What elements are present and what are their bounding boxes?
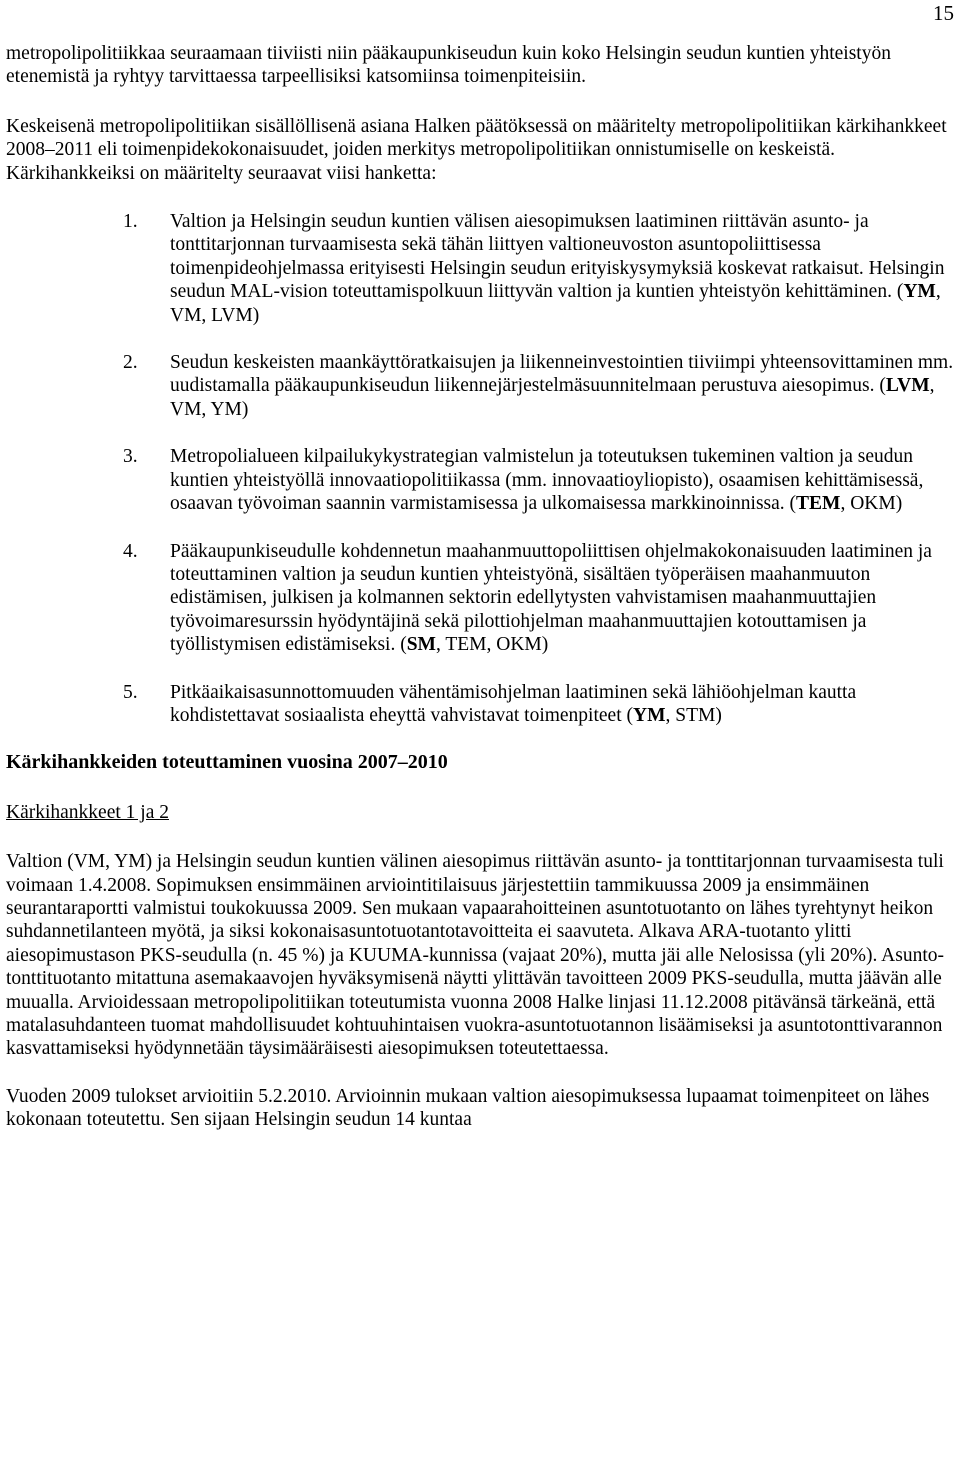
list-item-number: 1. [123, 211, 138, 233]
project-list [6, 210, 954, 727]
list-item-text: Seudun keskeisten maankäyttöratkaisujen ja liikenneinvestointien tiiviimpi yhteensovittaminen mm. uudistamalla pääkaupunkiseudun liikennejärjestelmäsuunnitelmaan perustuva aiesopimus. (LVM, VM, YM) [170, 352, 954, 420]
body-paragraph: Vuoden 2009 tulokset arvioitiin 5.2.2010. Arvioinnin mukaan valtion aiesopimuksessa lupaamat toimenpiteet on lähes kokonaan toteutettu. Sen sijaan Helsingin seudun 14 kuntaa [6, 1085, 930, 1131]
intro-paragraph: metropolipolitiikkaa seuraamaan tiiviisti niin pääkaupunkiseudun kuin koko Helsingin seudun kuntien yhteistyön etenemistä ja ryhtyy tarvittaessa tarpeellisiksi katsomiinsa toimenpiteisiin. [6, 43, 891, 88]
list-item [6, 540, 954, 657]
list-item [6, 681, 954, 728]
list-item-text: Pääkaupunkiseudulle kohdennetun maahanmuuttopoliittisen ohjelmakokonaisuuden laatiminen ja toteuttaminen valtion ja seudun kuntien yhteistyönä, sisältäen työperäisen maahanmuuton edistämisen, julkisen ja kolmannen sektorin edellytysten vahvistamisen maahanmuuttajien työvoimaresurssin hyödyntäjinä sekä pilottiohjelman maahanmuuttajien kotouttamisen ja työllistymisen edistämiseksi. (SM, TEM, OKM) [170, 540, 932, 656]
section-subheading: Kärkihankkeet 1 ja 2 [6, 801, 169, 823]
list-item [6, 351, 954, 421]
list-item [6, 210, 954, 327]
page-number: 15 [933, 1, 954, 25]
list-item-text: Pitkäaikaisasunnottomuuden vähentämisohjelman laatiminen sekä lähiöohjelman kautta kohdistettavat sosiaalista eheyttä vahvistavat toimenpiteet (YM, STM) [170, 681, 857, 726]
list-item-text: Valtion ja Helsingin seudun kuntien välisen aiesopimuksen laatiminen riittävän asunto- ja tonttitarjonnan turvaamisesta sekä tähän liittyen valtioneuvoston asuntopoliittisessa toimenpideohjelmassa erityisesti Helsingin seudun erityiskysymyksiä koskevat ratkaisut. Helsingin seudun MAL-vision toteuttamispolkuun liittyvän valtion ja kuntien yhteistyön kehittäminen. (YM, VM, LVM) [170, 211, 945, 326]
list-item-number: 3. [123, 446, 138, 468]
list-item-number: 2. [123, 352, 138, 374]
section-heading: Kärkihankkeiden toteuttaminen vuosina 2007–2010 [6, 751, 448, 774]
body-paragraph: Valtion (VM, YM) ja Helsingin seudun kuntien välinen aiesopimus riittävän asunto- ja tonttitarjonnan turvaamisesta tuli voimaan 1.4.2008. Sopimuksen ensimmäinen arviointitilaisuus järjestettiin tammikuussa 2009 ja ensimmäinen seurantaraportti valmistui toukokuussa 2009. Sen mukaan vapaarahoitteinen asuntotuotanto on lähes tyrehtynyt heikon suhdannetilanteen myötä, ja siksi kokonaisasuntotuotantotavoitteita ei saavuteta. Alkava ARA-tuotanto ylitti aiesopimustason PKS-seudulla (n. 45 %) ja KUUMA-kunnissa (vajaat 20%), mutta jäi alle Nelosissa (yli 20%). Asunto-tonttituotanto mitattuna asemakaavojen hyväksymisenä näytti ylittävän tavoitteen 2009 PKS-seudulla, mutta jäävän alle muualla. Arvioidessaan metropolipolitiikan toteutumista vuonna 2008 Halke linjasi 11.12.2008 pitävänsä tärkeänä, että matalasuhdanteen tuomat mahdollisuudet kohtuuhintaisen vuokra-asuntotuotannon lisäämiseksi ja asuntotonttivarannon kasvattamiseksi hyödynnetään täysimääräisesti aiesopimuksen toteutettaessa. [6, 851, 945, 1060]
main-paragraph: Keskeisenä metropolipolitiikan sisällöllisenä asiana Halken päätöksessä on määritelty metropolipolitiikan kärkihankkeet 2008–2011 eli toimenpidekokonaisuudet, joiden merkitys metropolipolitiikan onnistumiselle on keskeistä. Kärkihankkeiksi on määritelty seuraavat viisi hanketta: [6, 115, 947, 184]
list-item [6, 445, 954, 515]
list-item-number: 4. [123, 540, 138, 562]
list-item-text: Metropolialueen kilpailukykystrategian valmistelun ja toteutuksen tukeminen valtion ja seudun kuntien yhteistyöllä innovaatiopolitiikassa (mm. innovaatioyliopisto), osaamisen kehittämisessä, osaavan työvoiman saannin varmistamisessa ja ulkomaisessa markkinoinnissa. (TEM, OKM) [170, 446, 924, 515]
list-item-number: 5. [123, 681, 138, 703]
document-body [6, 42, 954, 1132]
